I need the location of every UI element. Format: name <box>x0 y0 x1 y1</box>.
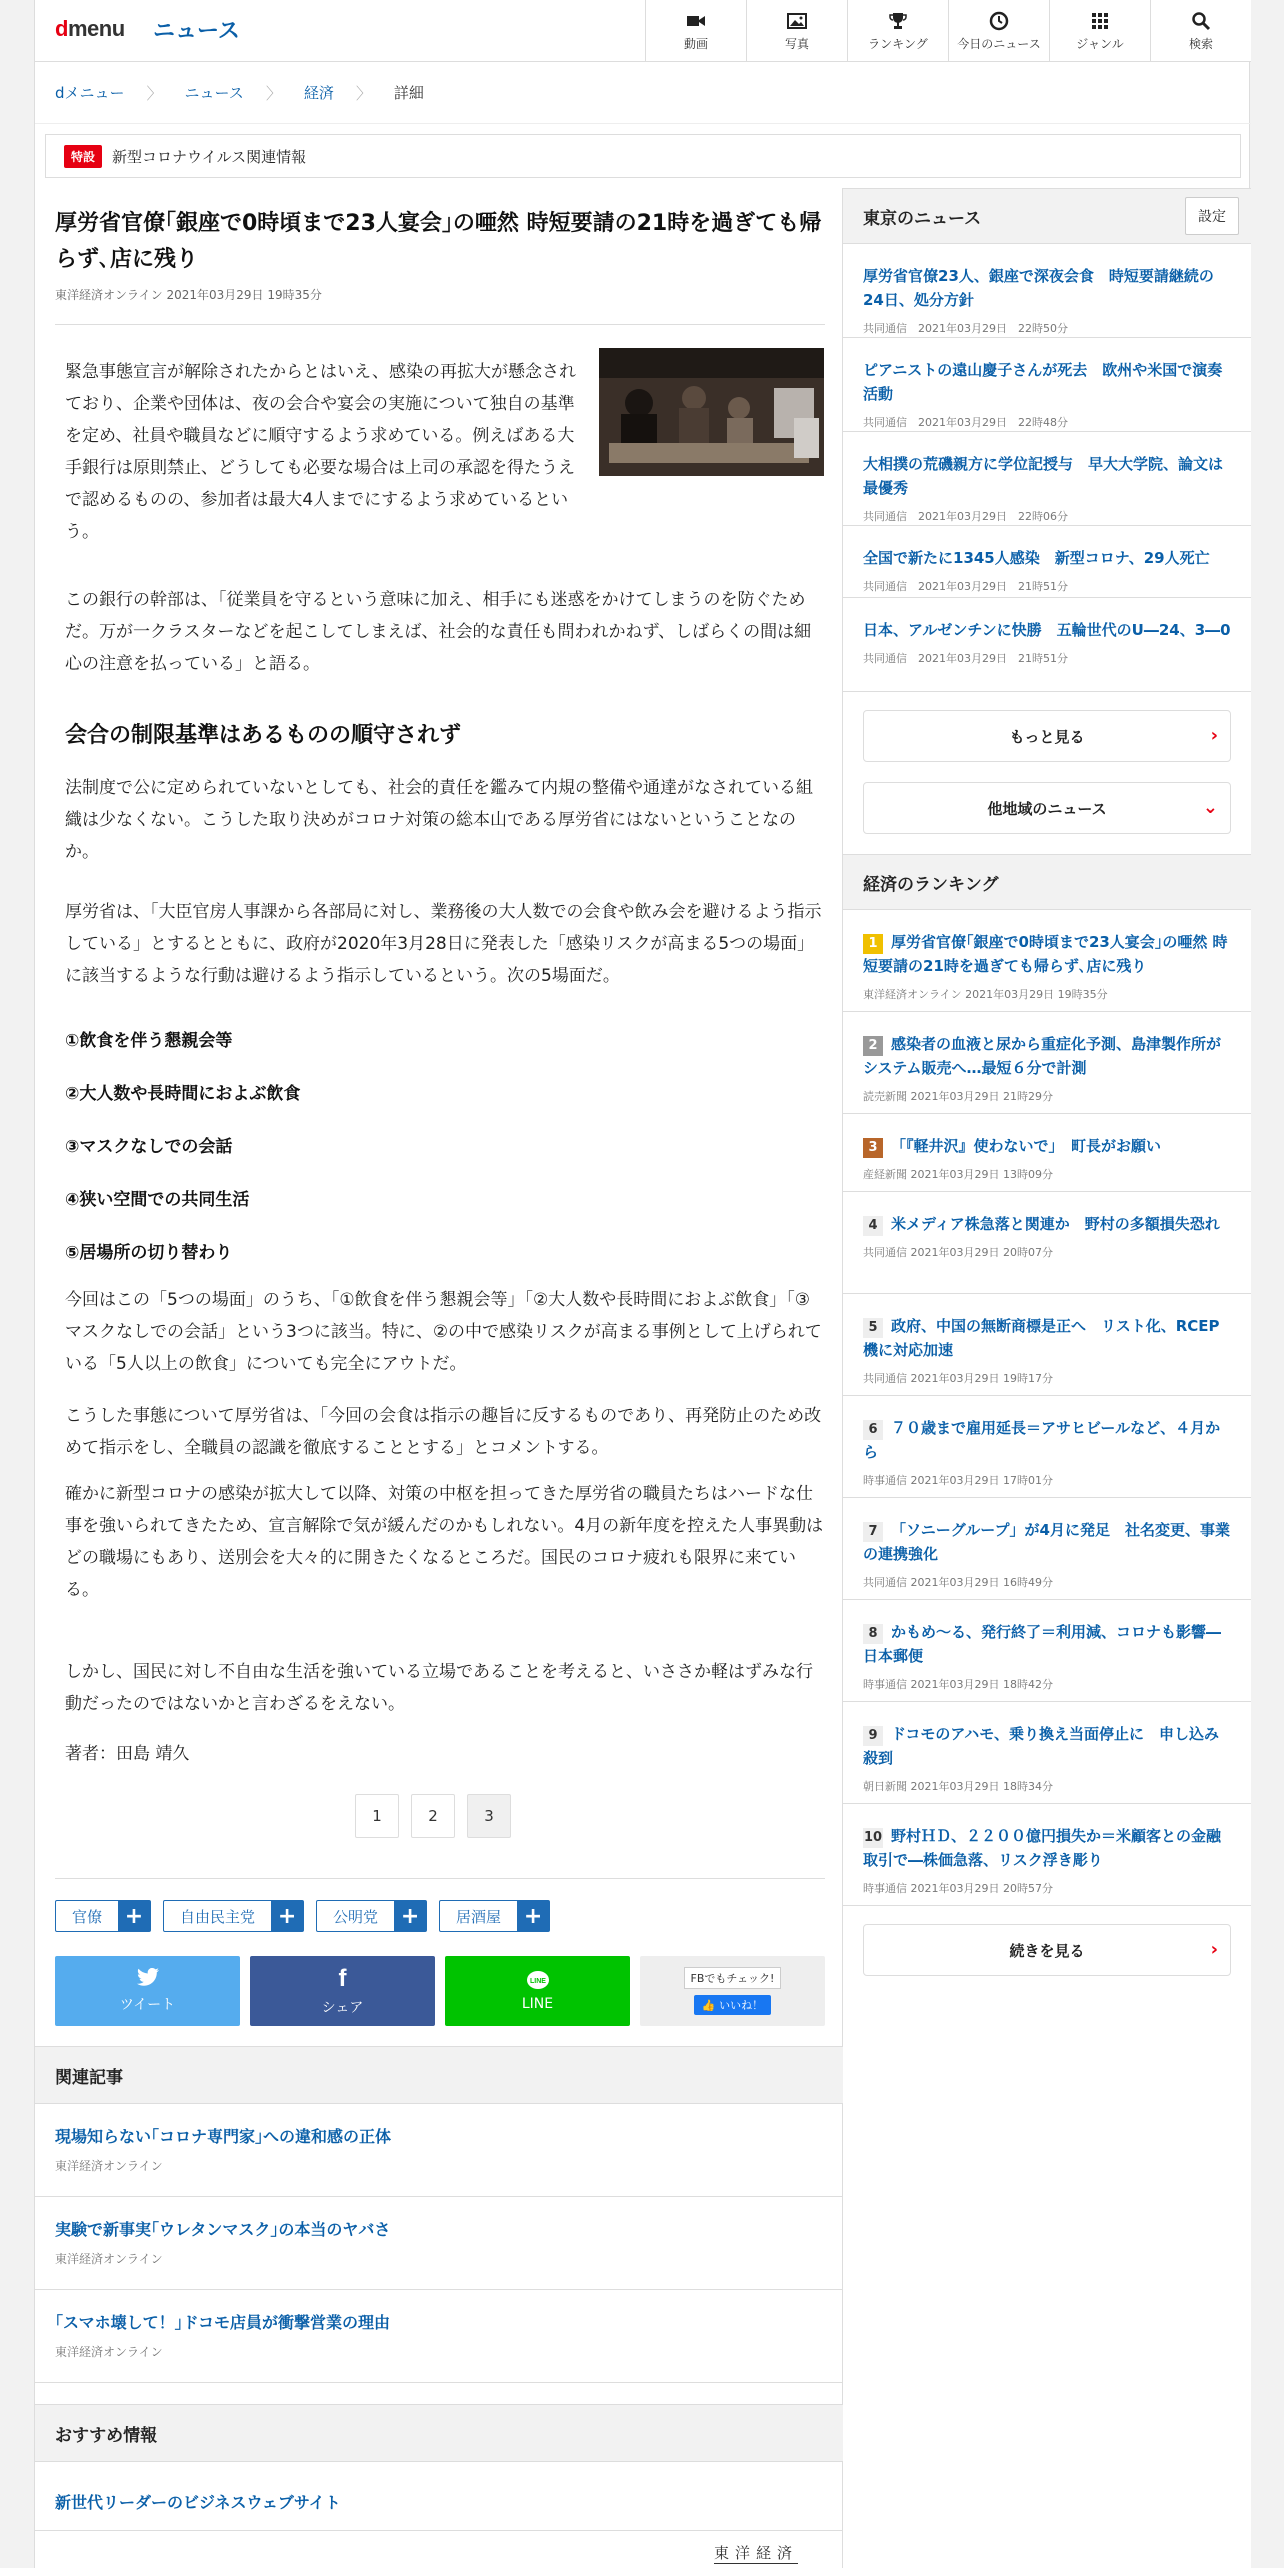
ranking-item[interactable]: 10 野村ＨＤ、２２００億円損失か＝米顧客との金融取引で―株価急落、リスク浮き彫り 時事通信 2021年03月29日 20時57分 <box>843 1804 1251 1906</box>
rank-number: 9 <box>863 1726 883 1746</box>
main-column <box>35 188 843 2568</box>
site-name[interactable]: ニュース <box>153 19 240 44</box>
ranking-item[interactable]: 2 感染者の血液と尿から重症化予測、島津製作所がシステム販売へ…最短６分で計測 読売新聞 2021年03月29日 21時29分 <box>843 1012 1251 1114</box>
news-item[interactable]: 大相撲の荒磯親方に学位記授与 早大大学院、論文は最優秀 共同通信 2021年03月29日 22時06分 <box>843 432 1251 526</box>
fb-like-button[interactable]: 👍 いいね！ <box>694 1995 771 2015</box>
video-icon <box>686 11 706 31</box>
rank-number: 8 <box>863 1624 883 1644</box>
plus-icon[interactable]: + <box>517 1901 549 1931</box>
ranking-item[interactable]: 6 ７０歳まで雇用延長＝アサヒビールなど、４月から 時事通信 2021年03月29日 17時01分 <box>843 1396 1251 1498</box>
line-icon <box>526 1970 550 1992</box>
facebook-like-box: FBでもチェック! 👍 いいね！ <box>640 1956 825 2026</box>
ranking-item[interactable]: 5 政府、中国の無断商標是正へ リスト化、RCEP機に対応加速 共同通信 2021年03月29日 19時17分 <box>843 1294 1251 1396</box>
article-paragraph: 今回はこの「5つの場面」のうち、「①飲食を伴う懇親会等」「②大人数や長時間におよぶ飲食」「③マスクなしでの会話」という3つに該当。特に、②の中で感染リスクが高まる事例として上げられている「5人以上の飲食」についても完全にアウトだ。 <box>65 1290 822 1374</box>
breadcrumb-news[interactable]: ニュース <box>184 84 244 102</box>
article-photo[interactable] <box>599 348 824 476</box>
related-item[interactable]: 実験で新事実｢ウレタンマスク｣の本当のヤバさ 東洋経済オンライン <box>35 2197 843 2290</box>
tag-item[interactable]: 自由民主党 + <box>163 1900 304 1932</box>
plus-icon[interactable]: + <box>118 1901 150 1931</box>
news-item[interactable]: 全国で新たに1345人感染 新型コロナ、29人死亡 共同通信 2021年03月29日 21時51分 <box>843 526 1251 598</box>
breadcrumb-dmenu[interactable]: dメニュー <box>55 84 125 102</box>
list-item: ④狭い空間での共同生活 <box>65 1190 250 1210</box>
list-item: ⑤居場所の切り替わり <box>65 1243 233 1263</box>
chevron-right-icon: 〉 <box>265 84 282 103</box>
settings-button[interactable]: 設定 <box>1185 197 1239 235</box>
plus-icon[interactable]: + <box>271 1901 303 1931</box>
news-item[interactable]: 厚労省官僚23人、銀座で深夜会食 時短要請継続の24日、処分方針 共同通信 2021年03月29日 22時50分 <box>843 244 1251 338</box>
ranking-item[interactable]: 8 かもめ～る、発行終了＝利用減、コロナも影響―日本郵便 時事通信 2021年03月29日 18時42分 <box>843 1600 1251 1702</box>
rank-number: 2 <box>863 1036 883 1056</box>
line-share-button[interactable]: LINE LINE <box>445 1956 630 2026</box>
ranking-item[interactable]: 7 「ソニーグループ」が4月に発足 社名変更、事業の連携強化 共同通信 2021年03月29日 16時49分 <box>843 1498 1251 1600</box>
share-buttons <box>55 1956 825 2026</box>
chevron-right-icon: 〉 <box>355 84 372 103</box>
nav-video[interactable]: 動画 <box>645 0 746 62</box>
article-paragraph: 確かに新型コロナの感染が拡大して以降、対策の中枢を担ってきた厚労省の職員たちはハードな仕事を強いられてきたため、宣言解除で気が緩んだのかもしれない。4月の新年度を控えた人事異動はどの職場にもあり、送別会を大々的に開きたくなるところだ。国民のコロナ疲れも限界に来ている。 <box>65 1484 824 1600</box>
tag-item[interactable]: 官僚 + <box>55 1900 151 1932</box>
toyokeizai-logo[interactable]: 東洋経済 <box>713 2544 798 2562</box>
nav-search[interactable]: 検索 <box>1150 0 1251 62</box>
rank-number: 4 <box>863 1216 883 1236</box>
divider <box>55 1878 825 1879</box>
breadcrumb-detail: 詳細 <box>393 84 424 102</box>
pagination <box>355 1794 511 1838</box>
page-1-button[interactable]: 1 <box>355 1794 399 1838</box>
chevron-down-icon: ⌄ <box>1202 797 1218 818</box>
other-region-button[interactable]: 他地域のニュース ⌄ <box>863 782 1231 834</box>
article-paragraph: こうした事態について厚労省は、「今回の会食は指示の趣旨に反するものであり、再発防止のため改めて指示をし、全職員の認識を徹底することとする」とコメントする。 <box>65 1406 822 1458</box>
related-heading: 関連記事 <box>35 2046 843 2104</box>
rank-number: 1 <box>863 934 883 954</box>
article-title: 厚労省官僚｢銀座で0時頃まで23人宴会｣の唖然 時短要請の21時を過ぎても帰らず､店に残り <box>55 211 822 272</box>
article-paragraph: 緊急事態宣言が解除されたからとはいえ、感染の再拡大が懸念されており、企業や団体は、夜の会合や宴会の実施について独自の基準を定め、社員や職員などに順守するよう求めている。例えばある大手銀行は原則禁止、どうしても必要な場合は上司の承認を得たうえで認めるものの、参加者は最大4人までにするよう求めているという。 <box>65 362 577 542</box>
ranking-item[interactable]: 4 米メディア株急落と関連か 野村の多額損失恐れ 共同通信 2021年03月29日 20時07分 <box>843 1192 1251 1294</box>
list-item: ②大人数や長時間におよぶ飲食 <box>65 1084 301 1104</box>
article-paragraph: 法制度で公に定められていないとしても、社会的責任を鑑みて内規の整備や通達がなされている組織は少なくない。こうした取り決めがコロナ対策の総本山である厚労省にはないということなのか。 <box>65 778 813 862</box>
photo-icon <box>787 11 807 31</box>
nav-ranking[interactable]: ランキング <box>847 0 948 62</box>
facebook-icon: f <box>338 1965 347 1992</box>
site-header <box>35 0 1251 62</box>
recommend-heading: おすすめ情報 <box>35 2404 843 2462</box>
related-item[interactable]: 現場知らない｢コロナ専門家｣への違和感の正体 東洋経済オンライン <box>35 2104 843 2197</box>
article-meta: 東洋経済オンライン 2021年03月29日 19時35分 <box>55 288 322 302</box>
twitter-icon <box>136 1968 160 1988</box>
chevron-right-icon: › <box>1210 725 1218 746</box>
chevron-right-icon: › <box>1210 1939 1218 1960</box>
special-banner[interactable] <box>45 134 1241 178</box>
article-subheading: 会合の制限基準はあるものの順守されず <box>65 723 462 748</box>
recommend-link[interactable]: 新世代リーダーのビジネスウェブサイト <box>55 2493 341 2512</box>
ranking-item[interactable]: 9 ドコモのアハモ、乗り換え当面停止に 申し込み殺到 朝日新聞 2021年03月29日 18時34分 <box>843 1702 1251 1804</box>
header-nav <box>645 0 1251 62</box>
page-2-button[interactable]: 2 <box>411 1794 455 1838</box>
search-icon <box>1191 11 1211 31</box>
tag-item[interactable]: 居酒屋 + <box>439 1900 550 1932</box>
rank-number: 6 <box>863 1420 883 1440</box>
continue-button[interactable]: 続きを見る › <box>863 1924 1231 1976</box>
news-item[interactable]: 日本、アルゼンチンに快勝 五輪世代のU―24、3―0 共同通信 2021年03月29日 21時51分 <box>843 598 1251 692</box>
more-button[interactable]: もっと見る › <box>863 710 1231 762</box>
news-item[interactable]: ピアニストの遠山慶子さんが死去 欧州や米国で演奏活動 共同通信 2021年03月29日 22時48分 <box>843 338 1251 432</box>
article-author: 著者：田島 靖久 <box>65 1744 190 1764</box>
tweet-button[interactable]: ツイート <box>55 1956 240 2026</box>
grid-icon <box>1090 11 1110 31</box>
nav-genre[interactable]: ジャンル <box>1049 0 1150 62</box>
breadcrumb <box>35 62 1251 124</box>
tag-list <box>55 1900 550 1932</box>
divider <box>35 2530 843 2531</box>
nav-today[interactable]: 今日のニュース <box>948 0 1049 62</box>
tokyo-news-heading: 東京のニュース 設定 <box>843 188 1251 244</box>
rank-number: 3 <box>863 1138 883 1158</box>
breadcrumb-economy[interactable]: 経済 <box>303 84 334 102</box>
related-item[interactable]: ｢スマホ壊して！｣ドコモ店員が衝撃営業の理由 東洋経済オンライン <box>35 2290 843 2383</box>
list-item: ③マスクなしでの会話 <box>65 1137 233 1157</box>
article-paragraph: しかし、国民に対し不自由な生活を強いている立場であることを考えると、いささか軽はずみな行動だったのではないかと言わざるをえない。 <box>65 1662 813 1714</box>
dmenu-logo[interactable]: dmenu <box>55 16 125 41</box>
chevron-right-icon: 〉 <box>146 84 163 103</box>
banner-text: 新型コロナウイルス関連情報 <box>112 147 307 166</box>
trophy-icon <box>888 11 908 31</box>
ranking-item[interactable]: 3 「『軽井沢』使わないで」 町長がお願い 産経新聞 2021年03月29日 13時09分 <box>843 1114 1251 1192</box>
photo-illustration <box>599 348 824 476</box>
divider <box>55 324 825 325</box>
tag-item[interactable]: 公明党 + <box>316 1900 427 1932</box>
ranking-item[interactable]: 1 厚労省官僚｢銀座で0時頃まで23人宴会｣の唖然 時短要請の21時を過ぎても帰らず､店に残り 東洋経済オンライン 2021年03月29日 19時35分 <box>843 910 1251 1012</box>
special-badge: 特設 <box>64 145 102 168</box>
rank-number: 5 <box>863 1318 883 1338</box>
article-paragraph: 厚労省は、「大臣官房人事課から各部局に対し、業務後の大人数での会食や飲み会を避けるよう指示している」とするとともに、政府が2020年3月28日に発表した「感染リスクが高まる5つの場面」に該当するような行動は避けるよう指示しているという。次の5場面だ。 <box>65 902 822 986</box>
facebook-share-button[interactable]: f シェア <box>250 1956 435 2026</box>
clock-icon <box>989 11 1009 31</box>
svg-text:LINE: LINE <box>529 1978 546 1985</box>
ranking-heading: 経済のランキング <box>843 854 1251 910</box>
rank-number: 7 <box>863 1522 883 1542</box>
list-item: ①飲食を伴う懇親会等 <box>65 1031 233 1051</box>
sidebar <box>843 188 1251 2568</box>
rank-number: 10 <box>863 1828 883 1848</box>
page-3-button[interactable]: 3 <box>467 1794 511 1838</box>
page <box>34 0 1250 2568</box>
nav-photo[interactable]: 写真 <box>746 0 847 62</box>
article-paragraph: この銀行の幹部は、「従業員を守るという意味に加え、相手にも迷惑をかけてしまうのを防ぐためだ。万が一クラスターなどを起こしてしまえば、社会的な責任も問われかねず、しばらくの間は細心の注意を払っている」と語る。 <box>65 590 812 674</box>
plus-icon[interactable]: + <box>394 1901 426 1931</box>
